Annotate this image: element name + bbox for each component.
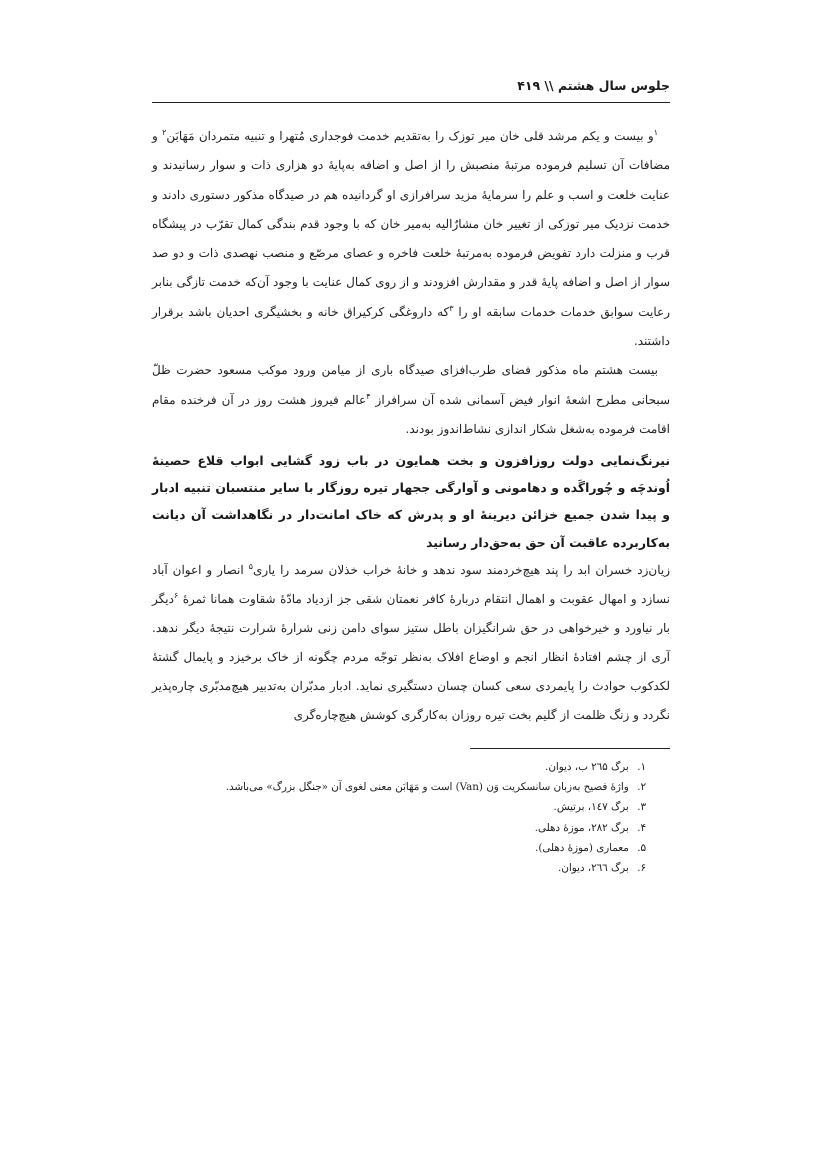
footnote-item (152, 818, 670, 838)
paragraph-1-text-c: که داروغگی کرکیراق خانه و بخشیگری احدیان باشد برقرار داشتند. (152, 304, 670, 349)
footnote-text: معماری (موزهٔ دهلی). (535, 841, 629, 854)
footnote-item (152, 858, 670, 878)
footnote-ref-5[interactable]: ۵ (248, 562, 253, 571)
footnote-rule (470, 748, 670, 749)
footnote-number: ۴. (637, 821, 646, 834)
paragraph-3-text-c: دیگر بار نیاورد و خیرخواهی در حق شرانگیزان باطل ستیز سوای دامن زنی شرارهٔ شرارت نتیجهٔ دیگر ندهد. آری از چشم افتادهٔ انظار انجم و اوضاع افلاک به‌نظر توجّه مردم چگونه از خاک برخیزد و پایمال گشتهٔ لکدکوب حوادث را پایمردی سعی کسان چسان دستگیری نماید. ادبار مدبّران به‌تدبیر هیچ‌مدبّری چاره‌پذیر نگردد و زنگ ظلمت از گلیم بخت تیره روزان به‌کارگری کوشش هیچ‌چاره‌گری (152, 592, 670, 722)
footnote-ref-2[interactable]: ۲ (162, 128, 167, 137)
paragraph-2-text-b: عالم فیروز هشت روز در آن فرخنده مقام اقامت فرموده به‌شغل شکار اندازی نشاط‌اندوز بودند. (152, 392, 670, 436)
footnotes (152, 757, 670, 878)
footnote-text: برگ ۱٤۷، برتیش. (553, 801, 629, 814)
footnote-item (152, 797, 670, 817)
header-rule (152, 102, 670, 103)
footnote-ref-6[interactable]: ۶ (173, 591, 179, 600)
body-text (152, 122, 670, 444)
footnote-text: برگ ۲٦٦، دیوان. (558, 862, 629, 875)
document-page (152, 0, 670, 1169)
footnote-item (152, 838, 670, 858)
paragraph-1-text-b: و مضافات آن تسلیم فرموده مرتبهٔ منصبش را از اصل و اضافه به‌پایهٔ دو هزاری ذات و سوار رسانیدند و عنایت خلعت و اسب و علم را سرمایهٔ مزید سرافرازی او گردانیده هم در صیدگاه مذکور دستوری دادند و خدمت نزدیک میر توزکی از تغییر خان مشارٌالیه به‌میر خان که با وجود قدم بندگی کمال تقرّب در پیشگاه قرب و منزلت دارد تفویض فرموده به‌مرتبهٔ خلعت فاخره و عصای مرصّع و منصب نهصدی ذات و دو صد سوار از اصل و اضافه پایهٔ قدر و مقدارش افزودند و از روی کمال عنایت با وجود آن‌که خدمت تازگی بنابر رعایت سوابق خدمات خدمات سابقه او را (152, 129, 670, 319)
footnote-number: ۵. (637, 841, 646, 854)
footnote-text: برگ ۲٦۵ ب، دیوان. (545, 761, 629, 773)
paragraph-2-text-a: بیست هشتم ماه مذکور فضای طرب‌افزای صیدگاه باری از میامن ورود موکب مسعود حضرت ظلّ سبحانی مطرح اشعهٔ انوار فیض آسمانی شده آن سرافراز (152, 363, 670, 407)
footnote-ref-3[interactable]: ۳ (449, 303, 454, 313)
footnote-number: ۳. (637, 801, 646, 814)
running-header: جلوس سال هشتم \\ ۴۱۹ (517, 78, 670, 93)
paragraph-1 (152, 122, 670, 356)
footnote-number: ۱. (637, 761, 646, 773)
footnote-text: برگ ۲۸۲، موزهٔ دهلی. (534, 821, 629, 834)
footnote-item (152, 777, 670, 797)
footnote-text: واژهٔ فصیح به‌زبان سانسکریت وَن (Van) است و مَهَابَن معنی لغوی آن «جنگل بزرگ» می‌باشد. (225, 781, 629, 794)
paragraph-1-text-a: و بیست و یکم مرشد قلی خان میر توزک را به‌تقدیم خدمت فوجداری مُتهرا و تنبیه متمردان مَهَابَن (166, 129, 654, 143)
footnote-number: ۲. (637, 781, 646, 794)
paragraph-3 (152, 556, 670, 730)
paragraph-3-text-b: انصار و اعوان آباد نسازد و امهال عقوبت و اهمال انتقام دربارهٔ کافر نعمتان شقی جز ازدیاد مادّهٔ شقاوت همانا ثمرهٔ (152, 563, 670, 606)
paragraph-3-text-a: زیان‌زد خسران ابد را پند هیچ‌خردمند سود ندهد و خانهٔ خراب خذلان سرمد را یاری (252, 563, 670, 577)
footnote-item (152, 757, 670, 777)
paragraph-2 (152, 356, 670, 444)
footnote-number: ۶. (637, 862, 646, 875)
section-heading: نیرنگ‌نمایی دولت روزافزون و بخت همایون در باب زود گشایی ابواب قلاع حصینهٔ اُوندچَه و چُوراگَده و دهامونی و آوارگی ججهار تیره روزگار با سایر منتسبان تنبیه ادبار و پیدا شدن جمیع خزائن دیرینهٔ او و پدرش که خاک امانت‌دار در نگاهداشت آن دیانت به‌کاربرده عاقبت آن حق به‌حق‌دار رسانید (152, 453, 670, 550)
footnote-ref-1[interactable]: ۱ (653, 128, 659, 137)
footnote-ref-4[interactable]: ۴ (366, 391, 371, 401)
body-text-2 (152, 556, 670, 730)
